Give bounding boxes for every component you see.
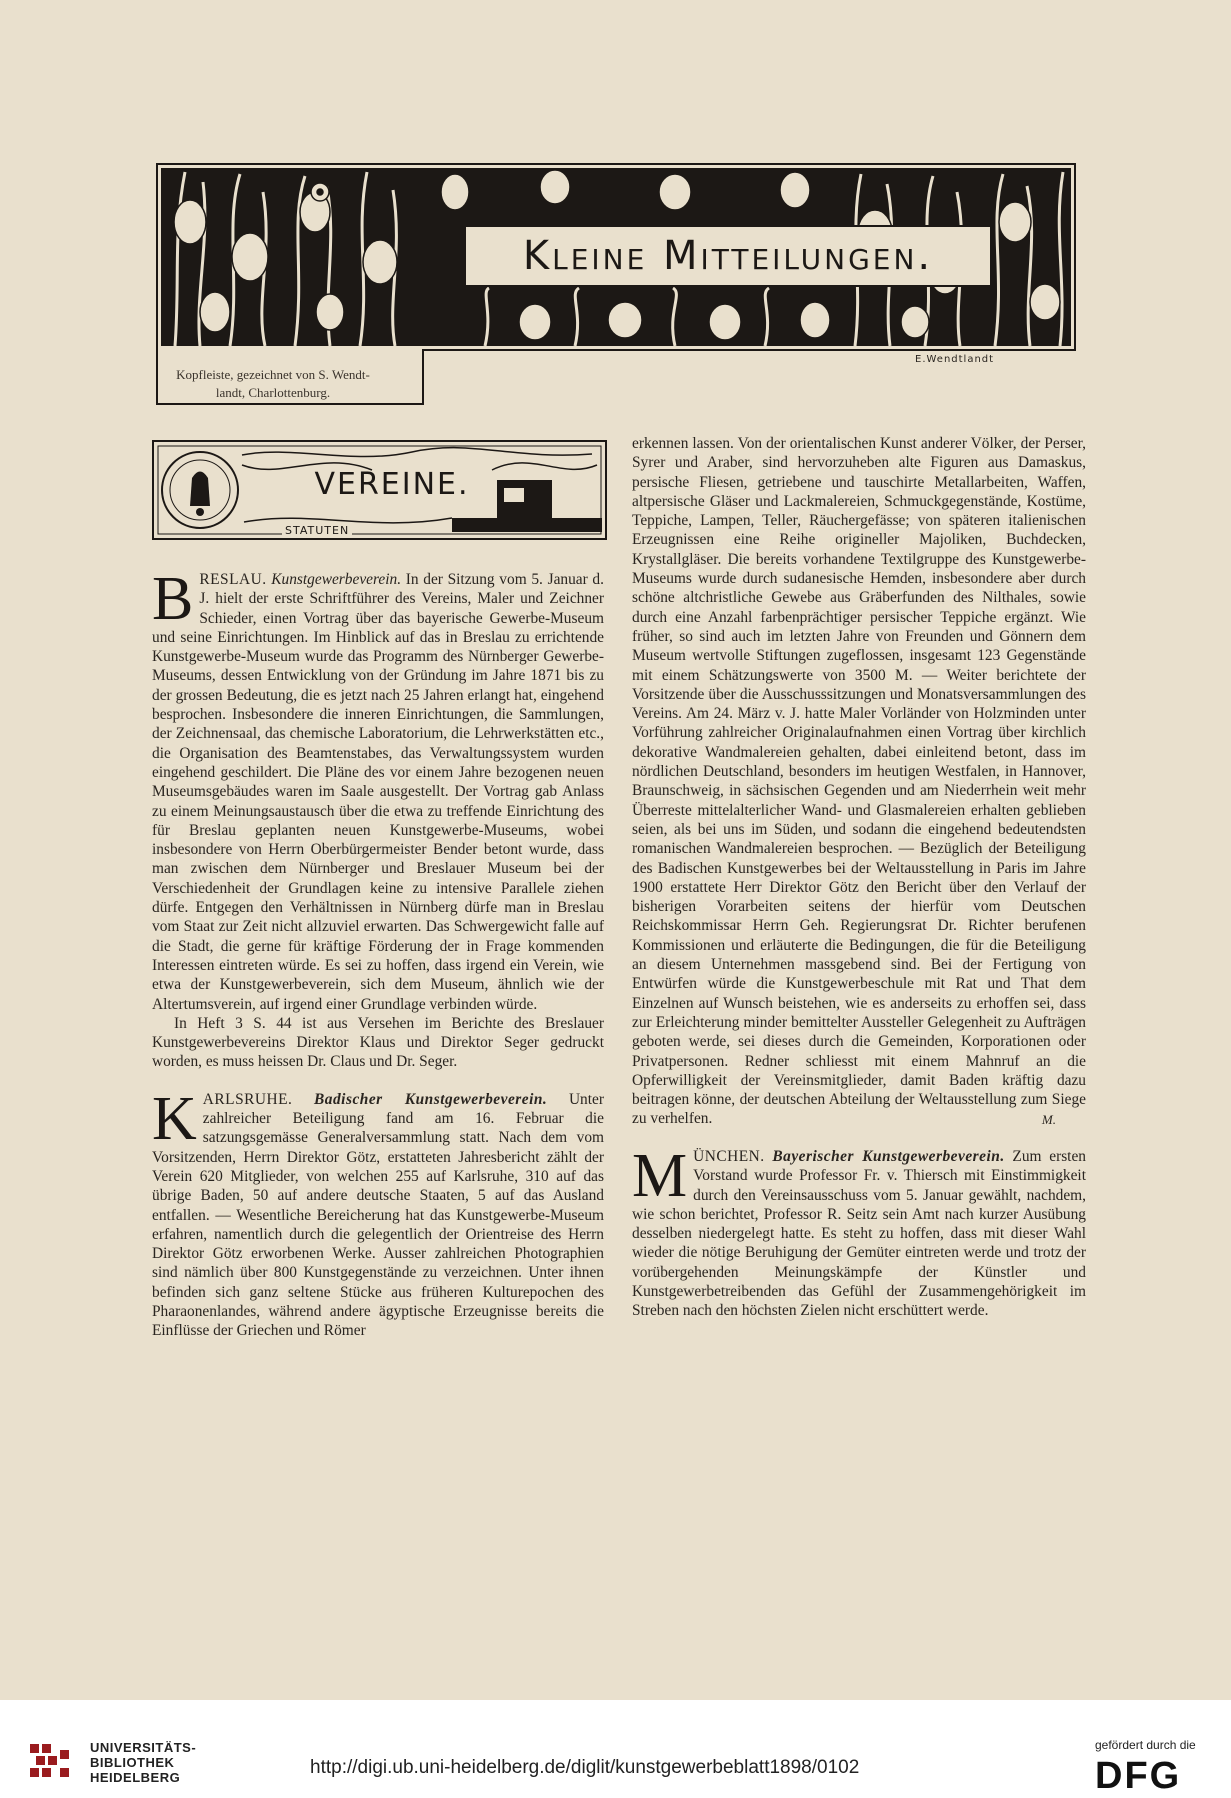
library-name-line: HEIDELBERG [90, 1770, 181, 1785]
article-karlsruhe-continued [632, 434, 1086, 1129]
society-name: Kunstgewerbeverein. [271, 571, 402, 588]
dfg-logo: DFG [1095, 1755, 1182, 1797]
society-name: Bayerischer Kunstgewerbeverein. [772, 1147, 1005, 1165]
dropcap: M [632, 1141, 688, 1210]
dropcap: B [152, 565, 194, 633]
section-heading-vereine: VEREINE. [314, 466, 470, 502]
section-heading-kleine-mitteilungen: Kleine Mitteilungen. [522, 233, 934, 279]
footer-bar [0, 1700, 1231, 1798]
left-column [152, 565, 604, 1341]
right-column [632, 434, 1086, 1321]
artist-signature: E.Wendtlandt [915, 354, 995, 365]
university-library-logo-icon [28, 1742, 80, 1784]
library-name-line: UNIVERSITÄTS- [90, 1740, 197, 1755]
illustration-caption [150, 366, 396, 402]
author-signature: M. [1041, 1111, 1056, 1127]
article-breslau [152, 565, 604, 1014]
article-correction: In Heft 3 S. 44 ist aus Versehen im Berichte des Breslauer Kunstgewerbevereins Direktor Klaus und Direktor Seger gedruckt worden, es muss heissen Dr. Claus und Dr. Seger. [152, 1014, 604, 1071]
statuten-label: STATUTEN [282, 524, 352, 537]
library-name [90, 1740, 196, 1785]
city-name: RESLAU. [199, 571, 267, 588]
city-name: ÜNCHEN. [693, 1147, 765, 1165]
source-url-link[interactable]: http://digi.ub.uni-heidelberg.de/diglit/kunstgewerbeblatt1898/0102 [310, 1757, 860, 1778]
article-text: Unter zahlreicher Beteiligung fand am 16. Februar die satzungsgemässe Generalversammlung statt. Nach dem vom Vorsitzenden, Herrn Direktor Götz, erstatteten Jahresbericht zählt der Verein 620 Mitglieder, von welchen 255 auf Karlsruhe, 310 auf das übrige Baden, 50 auf andere deutsche Staaten, 5 auf das Ausland entfallen. — Wesentliche Bereicherung hat das Kunstgewerbe-Museum erfahren, namentlich durch die gelegentlich der Orientreise des Herrn Direktor Götz erworbenen Werke. Ausser zahlreichen Photographien sind nämlich über 800 Kunstgegenstände zu verzeichnen. Unter ihnen befinden sich ganz seltene Stücke aus früheren Kulturepochen des Pharaonenlandes, während andere ägyptische Erzeugnisse bereits die Einflüsse der Griechen und Römer [152, 1090, 604, 1340]
caption-line: landt, Charlottenburg. [215, 385, 331, 400]
dropcap: K [152, 1084, 197, 1153]
caption-line: Kopfleiste, gezeichnet von S. Wendt- [176, 367, 370, 382]
funding-caption: gefördert durch die [1095, 1738, 1196, 1752]
article-text: Zum ersten Vorstand wurde Professor Fr. v. Thiersch mit Einstimmigkeit durch den Vereinsausschuss vom 5. Januar gewählt, nachdem, wie schon berichtet, Professor R. Seitz sein Amt nach kurzer Ausübung desselben niedergelegt hatte. Es steht zu hoffen, dass mit dieser Wahl wieder die nötige Beruhigung der Gemüter eintreten werde und trotz der vorübergehenden Meinungskämpfe der Künstler und Kunstgewerbetreibenden das Gefühl der Zusammengehörigkeit im Streben nach den höchsten Zielen nicht erschüttert werde. [632, 1147, 1086, 1320]
article-text: erkennen lassen. Von der orientalischen Kunst anderer Völker, der Perser, Syrer und Araber, sind hervorzuheben alte Figuren aus Damaskus, persische Fliesen, getriebene und tauschirte Metallarbeiten, Waffen, altpersische Gläser und Lackmalereien, Schmuckgegenstände, Kostüme, Teppiche, Lampen, Teller, Räuchergefässe; von späteren italienischen Erzeugnissen eine Reihe origineller Majoliken, Buchdecken, Krystallgläser. Die bereits vorhandene Textilgruppe des Kunstgewerbe-Museums wurde durch sudanesische Hemden, insbesondere aber durch schöne altchristliche Gewebe aus Gräberfunden des Nilthales, sowie durch eine Anzahl farbenprächtiger persischer Teppiche ergänzt. Wie früher, so sind auch im letzten Jahre von Freunden und Gönnern dem Museum wertvolle Stiftungen zugeflossen, insgesamt 123 Gegenstände mit einem Schätzungswerte von 3500 M. — Weiter berichtete der Vorsitzende über die Ausschusssitzungen und Monatsversammlungen des Vereins. Am 24. März v. J. hatte Maler Vorländer von Holzminden unter Vorführung zahlreicher Originalaufnahmen einen Vortrag über kirchlich dekorative Wandmalereien gehalten, dabei einleitend betont, dass im nördlichen Deutschland, besonders im heutigen Westfalen, in Hannover, Braunschweig, in sächsischen Gegenden und am Niederrhein weit mehr Überreste mittelalterlicher Wand- und Glasmalereien erhalten geblieben seien, als bei uns im Süden, und sodann die eingehend bedeutendsten romanischen Wandmalereien besprochen. — Bezüglich der Beteiligung des Badischen Kunstgewerbes bei der Weltausstellung in Paris im Jahre 1900 erstattete Herr Direktor Götz den Bericht über den Verlauf der bisherigen Vorarbeiten seitens der hierfür vom Deutschen Reichskommissar Herrn Geh. Regierungsrat Dr. Richter berufenen Kommissionen und erläuterte die Bedingungen, die für die Beteiligung an diesem Unternehmen massgebend sind. Bei der Fertigung von Entwürfen würde die Kunstgewerbeschule mit Rat und That dem Einzelnen auf Wunsch beistehen, wie es anderseits zu erhoffen sei, dass zur Erleichterung minder bemittelter Aussteller Gelegenheit zu Aufträgen geboten werde, sei dieses durch die Gemeinden, Korporationen oder Privatpersonen. Redner schliesst mit einem Mahnruf an die Opferwilligkeit der Vereinsmitglieder, damit Baden kräftig dazu beitragen könne, der deutschen Abteilung der Weltausstellung zum Siege zu verhelfen. [632, 435, 1086, 1128]
library-name-line: BIBLIOTHEK [90, 1755, 175, 1770]
article-muenchen [632, 1141, 1086, 1321]
city-name: ARLSRUHE. [202, 1090, 293, 1108]
article-karlsruhe [152, 1084, 604, 1341]
article-text: In der Sitzung vom 5. Januar d. J. hielt der erste Schriftführer des Vereins, Maler und Zeichner Schieder, einen Vortrag über das bayerische Gewerbe-Museum und seine Einrichtungen. Im Hinblick auf das in Breslau zu errichtende Kunstgewerbe-Museum wurde das Programm des Nürnberger Gewerbe-Museums, dessen Entwicklung von der Gründung im Jahre 1871 bis zu der grossen Bedeutung, die es jetzt nach 25 Jahren erlangt hat, eingehend besprochen. Insbesondere die inneren Einrichtungen, die Sammlungen, der Zeichnensaal, das chemische Laboratorium, die Lehrwerkstätten etc., die Organisation des Beamtenstabes, das Verwaltungssystem wurden eingehend geschildert. Die Pläne des vor einem Jahre bezogenen neuen Museumsgebäudes waren im Saale ausgestellt. Der Vortrag gab Anlass zu einem Meinungsaustausch über die etwa zu treffende Einrichtung des für Breslau geplanten neuen Kunstgewerbe-Museums, wobei insbesondere von Herrn Oberbürgermeister Bender betont wurde, dass man zwischen dem Nürnberger und Breslauer Museum bei der Verschiedenheit der Grundlagen keine zu intensive Parallele ziehen dürfe. Entgegen den Verhältnissen in Nürnberg dürfe man in Breslau vom Staat zur Zeit nicht allzuviel erwarten. Das Schwergewicht falle auf die Stadt, die gerne für kräftige Förderung der in Frage kommenden Interessen eintreten würde. Es sei zu hoffen, dass irgend ein Verein, wie etwa der Kunstgewerbeverein, sich dem Museum, ähnlich wie der Altertumsverein, auf irgend einer Grundlage verbinden würde. [152, 571, 604, 1013]
society-name: Badischer Kunstgewerbeverein. [314, 1090, 548, 1108]
